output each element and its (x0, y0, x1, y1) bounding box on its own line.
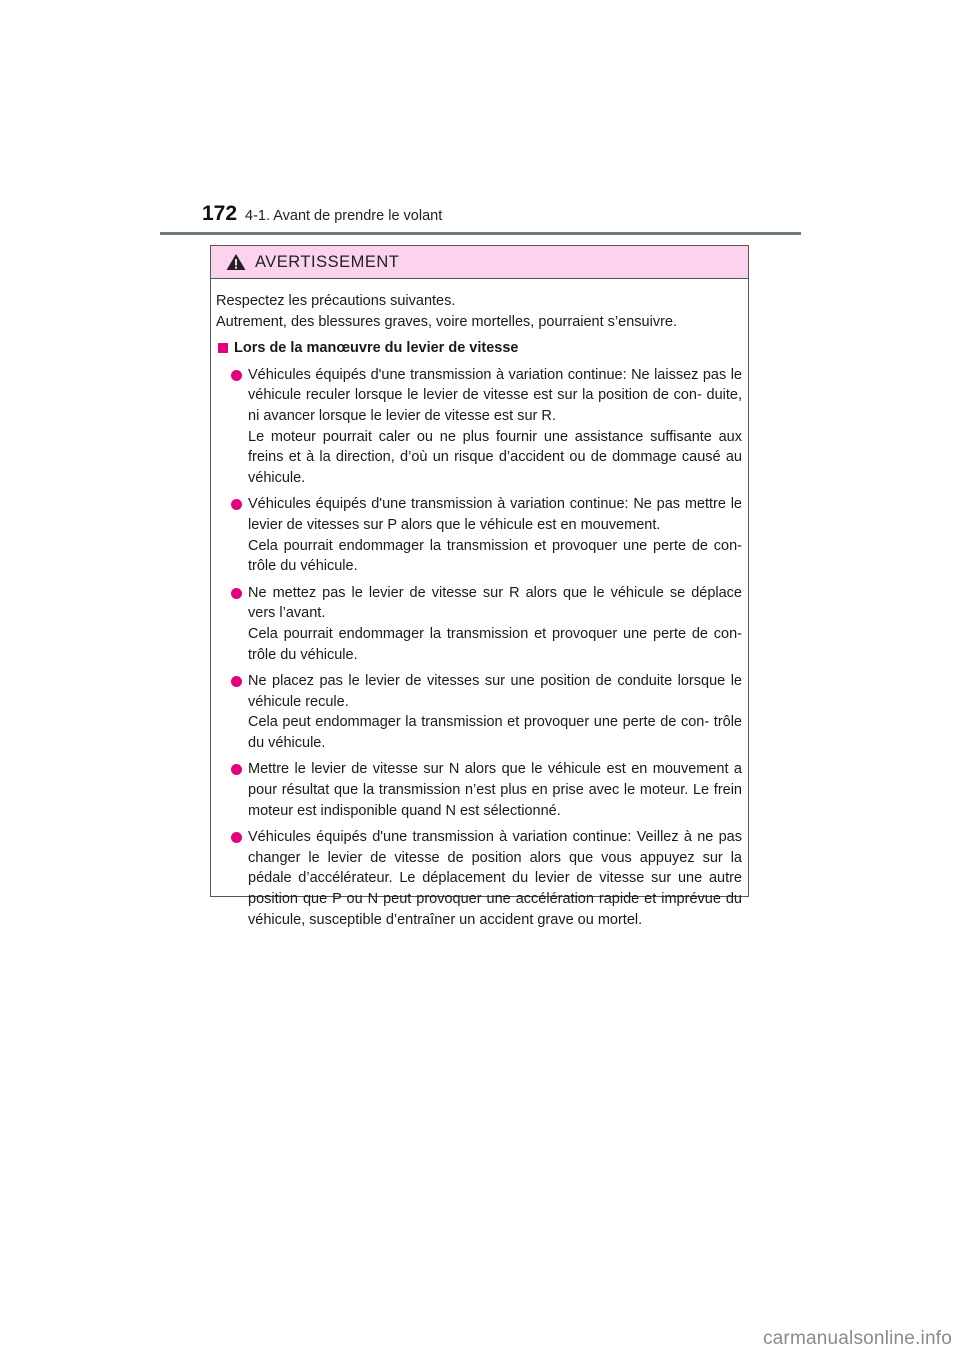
circle-bullet-icon (231, 676, 242, 687)
list-item (216, 494, 742, 576)
circle-bullet-icon (231, 499, 242, 510)
item-paragraph: Cela pourrait endommager la transmission et provoquer une perte de con- trôle du véhicule. (248, 625, 742, 663)
item-paragraph: Mettre le levier de vitesse sur N alors que le véhicule est en mouvement a pour résultat que la transmission n’est plus en prise avec le moteur. Le frein moteur est indisponible quand N est sélectionné. (248, 761, 742, 819)
warning-triangle-icon (226, 253, 246, 271)
section-title: 4-1. Avant de prendre le volant (245, 208, 443, 224)
sub-heading (216, 338, 742, 359)
square-bullet-icon (218, 343, 228, 353)
intro-line: Respectez les précautions suivantes. (216, 293, 456, 309)
list-item (216, 759, 742, 821)
circle-bullet-icon (231, 588, 242, 599)
item-paragraph: Véhicules équipés d'une transmission à variation continue: Ne laissez pas le véhicule reculer lorsque le levier de vitesse est sur la position de con- duite, ni avancer lorsque le levier de vitesse est sur R. (248, 366, 742, 424)
header-rule (160, 232, 801, 235)
item-paragraph: Véhicules équipés d'une transmission à variation continue: Veillez à ne pas changer le levier de vitesse de position alors que vous appuyez sur la pédale d’accélérateur. Le déplacement du levier de vitesse sur une autre position que P ou N peut provoquer une accélération rapide et imprévue du véhicule, susceptible d’entraîner un accident grave ou mortel. (248, 829, 742, 928)
list-item (216, 827, 742, 930)
list-item (216, 583, 742, 665)
item-paragraph: Véhicules équipés d'une transmission à variation continue: Ne pas mettre le levier de vitesses sur P alors que le véhicule est en mouvement. (248, 496, 742, 533)
sub-heading-text: Lors de la manœuvre du levier de vitesse (234, 340, 519, 357)
item-paragraph: Le moteur pourrait caler ou ne plus fournir une assistance suffisante aux freins et à la direction, d’où un risque d’accident ou de dommage causé au véhicule. (248, 428, 742, 486)
intro-line: Autrement, des blessures graves, voire mortelles, pourraient s’ensuivre. (216, 313, 677, 330)
page-number: 172 (202, 202, 238, 225)
circle-bullet-icon (231, 370, 242, 381)
watermark: carmanualsonline.info (762, 1328, 952, 1349)
list-item (216, 671, 742, 753)
warning-body (211, 279, 748, 930)
circle-bullet-icon (231, 832, 242, 843)
item-paragraph: Ne placez pas le levier de vitesses sur une position de conduite lorsque le véhicule recule. (248, 673, 742, 710)
item-paragraph: Ne mettez pas le levier de vitesse sur R alors que le véhicule se déplace vers l’avant. (248, 584, 742, 622)
warning-box (210, 245, 749, 928)
list-item (216, 365, 742, 489)
warning-header (211, 246, 748, 279)
item-paragraph: Cela peut endommager la transmission et provoquer une perte de con- trôle du véhicule. (248, 714, 742, 751)
warning-title: AVERTISSEMENT (255, 252, 400, 271)
circle-bullet-icon (231, 764, 242, 775)
item-paragraph: Cela pourrait endommager la transmission et provoquer une perte de con- trôle du véhicule. (248, 537, 742, 575)
warning-intro (216, 291, 742, 332)
